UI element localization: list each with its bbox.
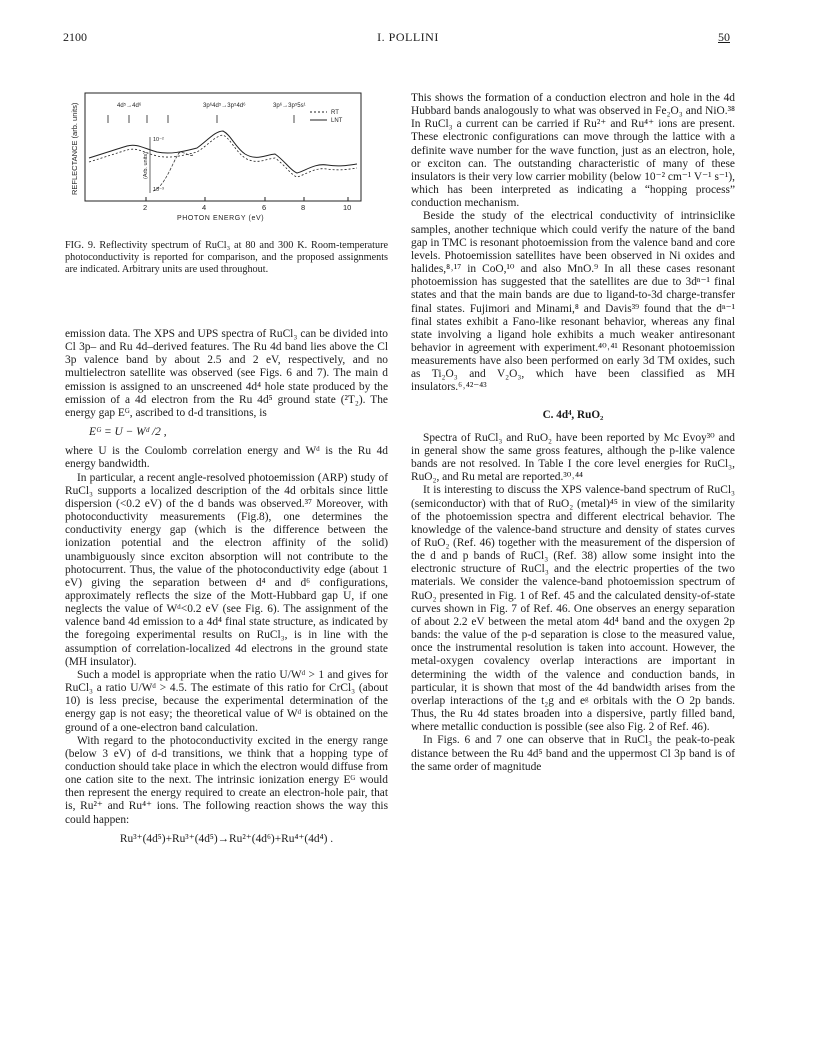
paragraph: With regard to the photoconductivity excited in the energy range (below 3 eV) of d-d transitions, we think that a hopping type of conduction should take place in which the electron would diffuse from one cation site to the next. The intrinsic ionization energy Eᴳ would then represent the energy required to create an electron-hole pair, that is, Ru²⁺ and Ru⁴⁺ ions. The following reaction shows the way this could happen: <box>65 734 388 826</box>
paragraph: In particular, a recent angle-resolved photoemission (ARP) study of RuCl₃ supports a localized description of the 4d orbitals since little dispersion (<0.2 eV) of the d bands was observed.³⁷ Moreover, with photoconductivity measurements (Fig.8), one determines the conductivity energy gap (which is the difference between the ionization potential and the electron affinity of the solid) unambiguously since exciton absorption will not contribute to the photocurrent. Thus, the value of the photoconductivity edge (about 1 eV) giving the separation between d⁴ and d⁶ configurations, approximately reflects the size of the Mott-Hubbard gap U, if one neglects the value of Wᵈ<0.2 eV (see Fig. 6). The assignment of the valence band 4d emission to a 4d⁴ final state structure, as indicated by the foregoing experimental results on RuCl₃, is in line with the assumption of correlation-localized 4d electrons in the ground state (MH insulator). <box>65 471 388 668</box>
paragraph: This shows the formation of a conduction electron and hole in the 4d Hubbard bands analogously to what was observed in Fe₂O₃ and NiO.³⁸ In RuCl₃ a current can be carried if Ru²⁺ and Ru⁴⁺ ions are present. These electronic configurations can move through the lattice with a definite wave number for the wave function, just as an electron, hole, or exciton can. The outstanding characteristic of many of these insulators is their very low carrier mobility (below 10⁻² cm⁻¹ V⁻¹ s⁻¹), which has been interpreted as indicating a “hopping process” conduction mechanism. <box>411 92 735 210</box>
volume-number: 50 <box>718 30 730 44</box>
photoconductivity-curve <box>153 153 193 191</box>
y-axis-label: REFLECTANCE (arb. units) <box>70 102 79 195</box>
legend-rt: RT <box>331 110 339 116</box>
x-tick-label: 4 <box>202 203 207 212</box>
x-tick-label: 6 <box>262 203 267 212</box>
plot-frame <box>85 93 361 201</box>
rt-curve <box>89 135 357 177</box>
assignment-label-1: 4d⁵→4d⁶ <box>117 103 142 109</box>
running-head-author: I. POLLINI <box>377 30 439 44</box>
equation: Ru³⁺(4d⁵)+Ru³⁺(4d⁵)→Ru²⁺(4d⁶)+Ru⁴⁺(4d⁴) . <box>119 832 334 845</box>
figure-9 <box>65 91 365 226</box>
inset-tick-bottom: 10⁻³ <box>153 187 164 193</box>
page-number: 2100 <box>63 30 87 44</box>
inset-axis-label: (Arb. units) <box>143 152 149 179</box>
section-heading: C. 4d⁴, RuO₂ <box>542 408 604 421</box>
assignment-label-3: 3p⁶→3p⁵5s¹ <box>273 103 306 109</box>
paragraph: emission data. The XPS and UPS spectra of RuCl₃ can be divided into Cl 3p– and Ru 4d–derived features. The Ru 4d band lies above the Cl 3p valence band by about 2.5 and 2 eV, respectively, and no multielectron satellite was observed (see Figs. 6 and 7). The main d emission is assigned to an unscreened 4d⁴ hole state produced by the emission of a 4d electron from the Ru 4d⁵ ground state (²T₂). The energy gap Eᴳ, ascribed to d-d transitions, is <box>65 328 388 419</box>
paragraph: where U is the Coulomb correlation energy and Wᵈ is the Ru 4d energy bandwidth. <box>65 445 388 471</box>
assignment-arrows <box>108 115 294 123</box>
inset-tick-top: 10⁻² <box>153 137 164 143</box>
lnt-curve <box>89 131 357 173</box>
x-tick-label: 8 <box>301 203 306 212</box>
x-axis-label: PHOTON ENERGY (eV) <box>177 215 265 222</box>
assignment-label-2: 3p⁶4d⁵→3p⁵4d⁶ <box>203 103 246 109</box>
figure-caption: FIG. 9. Reflectivity spectrum of RuCl₃ at 80 and 300 K. Room-temperature photoconductivity is reported for comparison, and the proposed assignments are indicated. Arbitrary units are used throughout. <box>65 240 388 276</box>
paragraph: Beside the study of the electrical conductivity of intrinsiclike samples, another technique which could verify the nature of the band gap in TMC is resonant photoemission from the valence band and core levels. Photoemission satellites have been observed in Ni oxides and halides,⁸˒¹⁷ in CoO,¹⁰ and also MnO.⁹ In all these cases resonant photoemission has suggested that the satellites are due to 3dⁿ⁻¹ final states and that the main bands are due to ligand-to-3d charge-transfer final states. Fujimori and Minami,⁸ and Davis³⁹ found that the dⁿ⁻¹ final states exhibit a Fano-like resonant behavior, whereas any final state involving a ligand hole exhibits a much weaker antiresonant behavior in agreement with experiment.⁴⁰˒⁴¹ Resonant photoemission measurements have also been performed on early 3d TM oxides, such as Ti₂O₃ and V₂O₃, which have been classified as MH insulators.⁶˒⁴²⁻⁴³ <box>411 210 735 394</box>
paragraph: It is interesting to discuss the XPS valence-band spectrum of RuCl₃ (semiconductor) with that of RuO₂ (metal)⁴⁵ in view of the similarity of the photoemission spectra and different electrical behavior. The knowledge of the valence-band structure and density of states curves of RuO₂ (Ref. 46) together with the measurement of the dispersion of the d and p bands of RuCl₃ (Ref. 38) allow some insight into the electronic structure of RuCl₃ and the electric properties of the two materials. We consider the valence-band photoemission spectrum of RuO₂ presented in Fig. 1 of Ref. 45 and the calculated density-of-state curves shown in Fig. 7 of Ref. 46. One observes an energy separation of about 2.2 eV between the metal atom 4d⁴ band and the oxygen 2p bands: the value of the p-d separation is close to the measured value, once the instrumental resolution is taken into account. However, the metal-oxygen covalency overlap interactions are important in determining the width of the valence and conduction bands, in particular, it is shown that most of the 4d bandwidth arises from the overlap interactions of the t₂g and eᵍ orbitals with the O 2p bands. Thus, the Ru 4d states broaden into a dispersive, partly filled band, where metallic conduction is possible (see also Fig. 2 of Ref. 46). <box>411 484 735 734</box>
x-tick-label: 2 <box>143 203 148 212</box>
left-column <box>65 328 388 846</box>
paragraph: In Figs. 6 and 7 one can observe that in RuCl₃ the peak-to-peak distance between the Ru 4d⁵ band and the uppermost Cl 3p band is of the same order of magnitude <box>411 734 735 773</box>
paragraph: Such a model is appropriate when the ratio U/Wᵈ > 1 and gives for RuCl₃ a ratio U/Wᵈ > 4.5. The estimate of this ratio for CrCl₃ (about 10) is less precise, because the experimental determination of the energy gap is not easy; the theoretical value of Wᵈ is obtained on the ground of a one-electron band calculation. <box>65 668 388 734</box>
equation: Eᴳ = U − Wᵈ /2 , <box>89 426 167 439</box>
legend-lnt: LNT <box>331 118 343 124</box>
x-tick-label: 10 <box>343 203 352 212</box>
right-column <box>411 92 735 774</box>
paragraph: Spectra of RuCl₃ and RuO₂ have been reported by Mc Evoy³⁰ and in general show the same gross features, although the p-like valence bands are not resolved. In Table I the core level energies for RuCl₃, RuO₂, and Ru metal are reported.³⁰˒⁴⁴ <box>411 431 735 484</box>
reflectivity-plot <box>65 91 365 226</box>
